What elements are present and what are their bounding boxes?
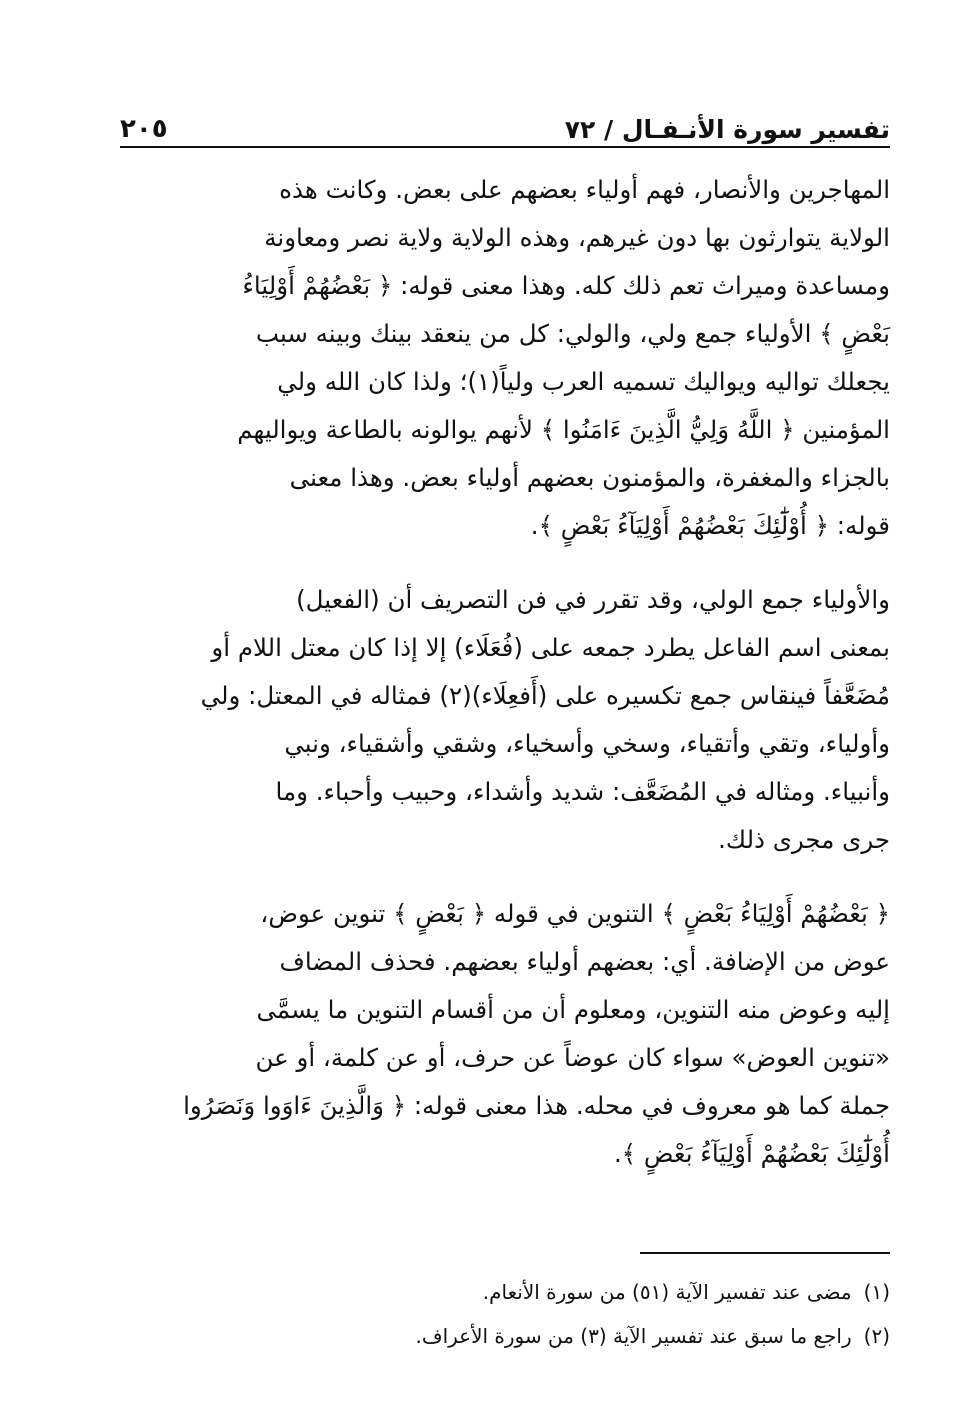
text-line: وأولياء، وتقي وأتقياء، وسخي وأسخياء، وشقي وأشقياء، ونبي (284, 729, 890, 758)
text-line: الولاية يتوارثون بها دون غيرهم، وهذه الولاية ولاية نصر ومعاونة (264, 223, 890, 252)
footnote-number: (١) (863, 1280, 890, 1304)
text-line: ومساعدة وميراث تعم ذلك كله. وهذا معنى قوله: ﴿ بَعْضُهُمْ أَوْلِيَاءُ (242, 271, 890, 300)
text-line: والأولياء جمع الولي، وقد تقرر في فن التصريف أن (الفعيل) (296, 585, 890, 614)
text-line: وأنبياء. ومثاله في المُضَعَّف: شديد وأشداء، وحبيب وأحباء. وما (275, 777, 890, 806)
text-line: مُضَعَّفاً فينقاس جمع تكسيره على (أَفعِلَاء)(٢) فمثاله في المعتل: ولي (200, 681, 890, 710)
header-rule (120, 146, 890, 148)
running-header (120, 100, 890, 144)
text-line: بَعْضٍ ﴾ الأولياء جمع ولي، والولي: كل من ينعقد بينك وبينه سبب (255, 319, 890, 348)
text-line: بمعنى اسم الفاعل يطرد جمعه على (فُعَلَاء) إلا إذا كان معتل اللام أو (211, 633, 890, 662)
footnote-1 (120, 1270, 890, 1314)
text-line: يجعلك تواليه ويواليك تسميه العرب ولياً(١)؛ ولذا كان الله ولي (277, 367, 890, 396)
text-line: بالجزاء والمغفرة، والمؤمنون بعضهم أولياء بعض. وهذا معنى (289, 463, 890, 492)
paragraph-2 (120, 576, 890, 864)
text-line: جرى مجرى ذلك. (718, 825, 890, 854)
footnote-rule (640, 1252, 890, 1254)
text-line: أُوْلَٰٓئِكَ بَعْضُهُمْ أَوْلِيَآءُ بَعْضٍ ﴾. (613, 1139, 890, 1168)
footnote-text: مضى عند تفسير الآية (٥١) من سورة الأنعام. (482, 1280, 852, 1304)
paragraph-1 (120, 166, 890, 550)
text-line: إليه وعوض منه التنوين، ومعلوم أن من أقسام التنوين ما يسمَّى (256, 995, 890, 1024)
text-line: جملة كما هو معروف في محله. هذا معنى قوله: ﴿ وَالَّذِينَ ءَاوَوا وَنَصَرُوا (183, 1091, 890, 1120)
text-line: «تنوين العوض» سواء كان عوضاً عن حرف، أو عن كلمة، أو عن (255, 1043, 890, 1072)
page-body (120, 166, 890, 1204)
footnote-2 (120, 1314, 890, 1358)
footnote-number: (٢) (863, 1324, 890, 1348)
text-line: المؤمنين ﴿ اللَّهُ وَلِيُّ الَّذِينَ ءَامَنُوا ﴾ لأنهم يوالونه بالطاعة ويواليهم (237, 415, 890, 444)
page-number: ٢٠٥ (120, 114, 168, 144)
footnote-text: راجع ما سبق عند تفسير الآية (٣) من سورة الأعراف. (415, 1324, 852, 1348)
paragraph-3 (120, 890, 890, 1178)
text-line: ﴿ بَعْضُهُمْ أَوْلِيَاءُ بَعْضٍ ﴾ التنوين في قوله ﴿ بَعْضٍ ﴾ تنوين عوض، (260, 899, 890, 928)
text-line: قوله: ﴿ أُوْلَٰٓئِكَ بَعْضُهُمْ أَوْلِيَآءُ بَعْضٍ ﴾. (530, 511, 890, 540)
text-line: عوض من الإضافة. أي: بعضهم أولياء بعضهم. فحذف المضاف (279, 947, 890, 976)
footnotes (120, 1270, 890, 1358)
book-page (120, 90, 890, 1370)
text-line: المهاجرين والأنصار، فهم أولياء بعضهم على بعض. وكانت هذه (279, 175, 890, 204)
running-title: تفسير سورة الأنـفـال / ٧٢ (564, 115, 890, 144)
